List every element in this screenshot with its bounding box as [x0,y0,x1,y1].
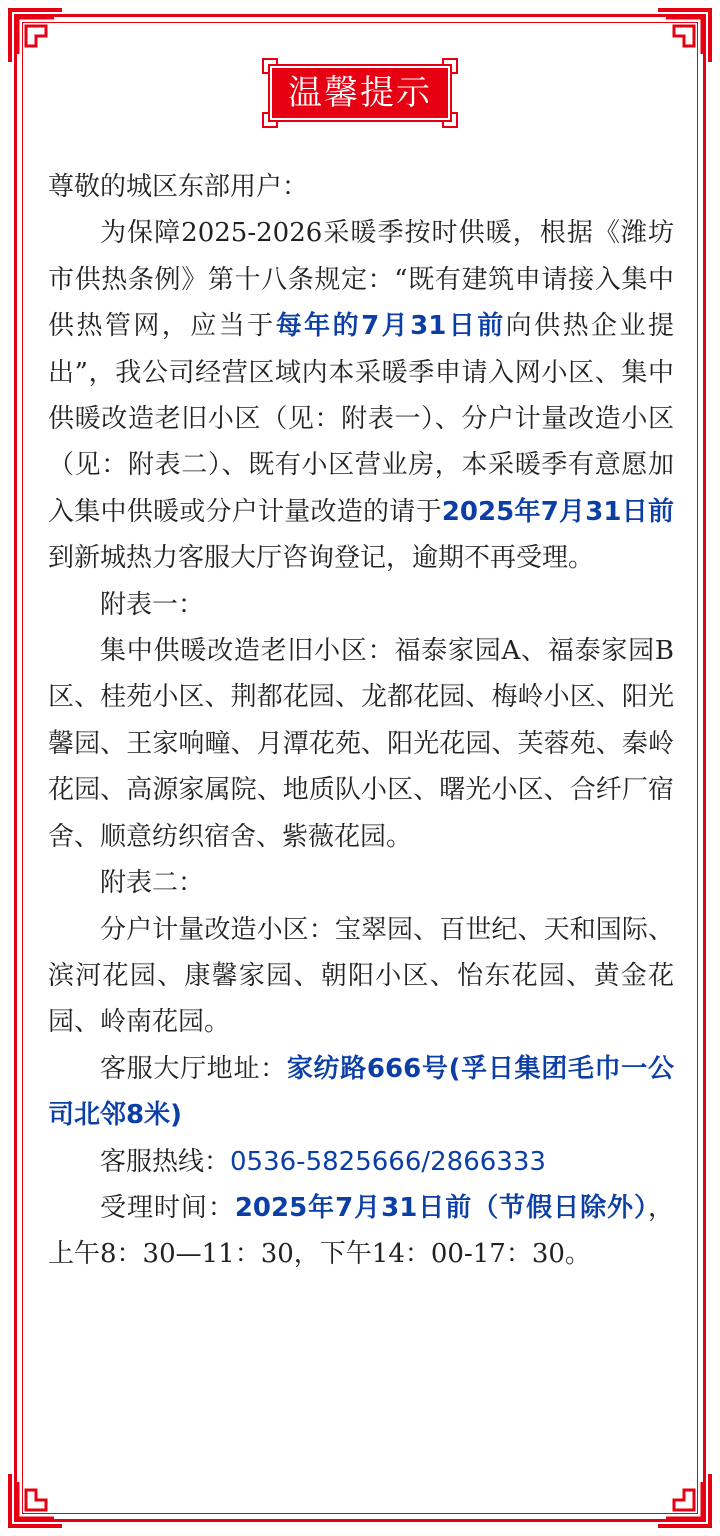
hotline-value: 0536-5825666/2866333 [230,1146,546,1177]
corner-ornament-bottom-left [6,1470,66,1530]
corner-ornament-bottom-right [654,1470,714,1530]
hours-value: 2025年7月31日前（节假日除外） [234,1192,648,1223]
appendix2-list: 分户计量改造小区：宝翠园、百世纪、天和国际、滨河花园、康馨家园、朝阳小区、怡东花园、黄金花园、岭南花园。 [48,914,674,1038]
hotline-line: 客服热线：0536-5825666/2866333 [100,1146,546,1177]
appendix1-label: 附表一： [100,589,205,620]
hours-line: 受理时间：2025年7月31日前（节假日除外），上午8：30—11：30，下午14：00-17：30。 [48,1192,674,1270]
page-title: 温馨提示 [288,73,432,113]
greeting: 尊敬的城区东部用户： [48,172,309,202]
address-line: 客服大厅地址：家纺路666号(孚日集团毛巾一公司北邻8米) [48,1053,674,1131]
appendix2-label: 附表二： [100,868,205,899]
address-value: 家纺路666号(孚日集团毛巾一公司北邻8米) [48,1053,674,1131]
title-box [270,66,450,120]
corner-ornament-top-left [6,6,66,66]
deadline-date-highlight: 2025年7月31日前 [441,496,674,527]
appendix1-list: 集中供暖改造老旧小区：福泰家园A、福泰家园B区、桂苑小区、荆都花园、龙都花园、梅岭小区、阳光馨园、王家响疃、月潭花苑、阳光花园、芙蓉苑、秦岭花园、高源家属院、地质队小区、曙光小区、合纤厂宿舍、顺意纺织宿舍、紫薇花园。 [48,636,674,852]
deadline-highlight: 每年的7月31日前 [275,311,506,342]
title-banner [262,58,458,128]
notice-body [48,164,674,1278]
main-paragraph: 为保障2025-2026采暖季按时供暖，根据《潍坊市供热条例》第十八条规定：“既有建筑申请接入集中供热管网，应当于每年的7月31日前向供热企业提出”，我公司经营区域内本采暖季申请入网小区、集中供暖改造老旧小区（见：附表一）、分户计量改造小区（见：附表二）、既有小区营业房，本采暖季有意愿加入集中供暖或分户计量改造的请于2025年7月31日前到新城热力客服大厅咨询登记，逾期不再受理。 [48,218,674,574]
corner-ornament-top-right [654,6,714,66]
